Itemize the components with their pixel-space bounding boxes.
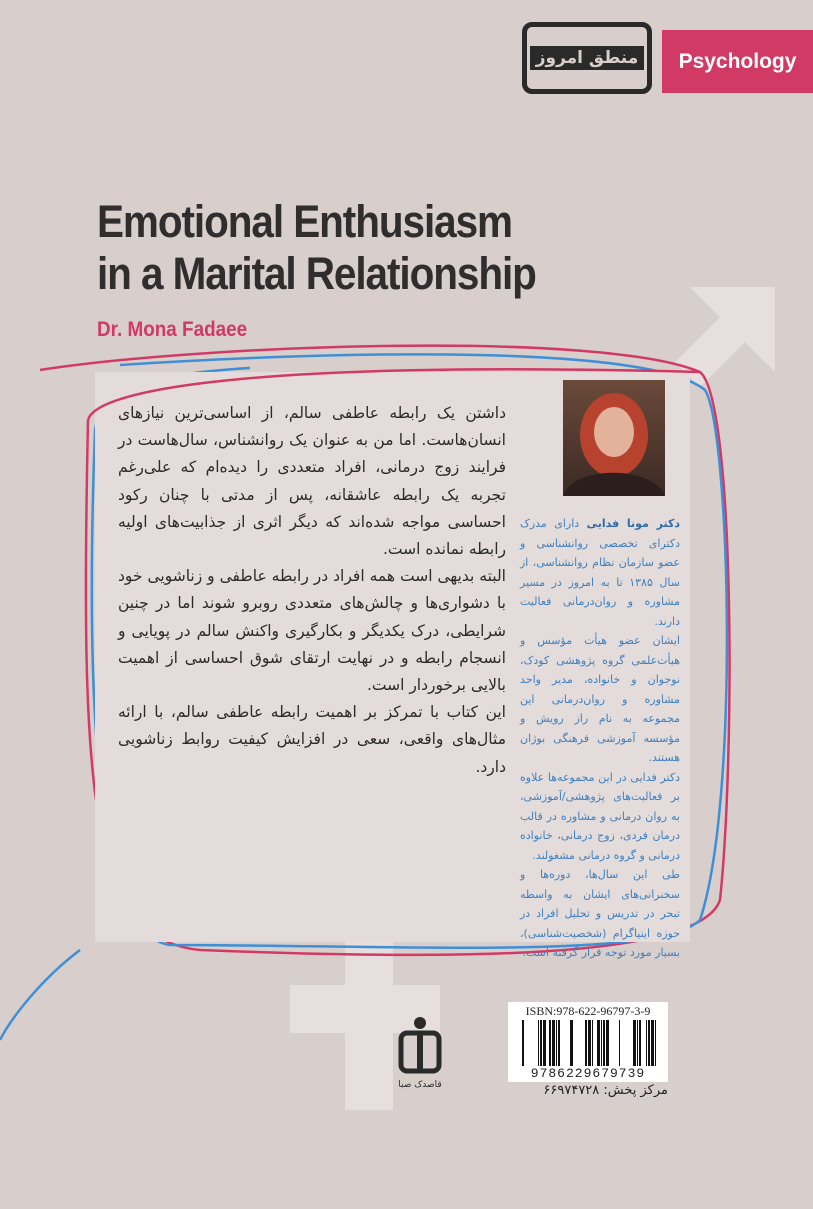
barcode-bar [592, 1020, 593, 1066]
description-paragraph: این کتاب با تمرکز بر اهمیت رابطه عاطفی سالم، با ارائه مثال‌های واقعی، سعی در افزایش کیفیت روابط زناشویی دارد. [118, 703, 506, 776]
barcode-bar [637, 1020, 638, 1066]
bio-paragraph: دارای مدرک دکترای تخصصی روانشناسی و عضو سازمان نظام روانشناسی، از سال ۱۳۸۵ تا به امروز در مسیر مشاوره و روان‌درمانی فعالیت دارند. [520, 517, 680, 628]
barcode-bar [633, 1020, 636, 1066]
barcode-bar [549, 1020, 551, 1066]
bio-paragraph: طی این سال‌ها، دوره‌ها و سخنرانی‌های ایشان به واسطه تبحر در تدریس و تحلیل افراد در حوزه اینیاگرام (شخصیت‌شناسی)، بسیار مورد توجه قرار گرفته است. [520, 868, 680, 959]
distribution-phone: مرکز پخش: ۶۶۹۷۴۷۲۸ [543, 1083, 668, 1098]
barcode [508, 1002, 668, 1082]
barcode-bar [655, 1020, 656, 1066]
category-tag: Psychology [662, 30, 813, 93]
barcode-bar [570, 1020, 573, 1066]
description-paragraph: البته بدیهی است همه افراد در رابطه عاطفی و زناشویی خود با دشواری‌ها و چالش‌های متعددی روبرو شوند اما در چنین شرایطی، درک یکدیگر و بکارگیری واکنش سالم در پویایی و انسجام رابطه و در نهایت ارتقای شوق احساسی از اهمیت بالایی برخوردار است. [118, 567, 506, 695]
publisher-name: قاصدک صبا [398, 1080, 442, 1090]
author-photo [563, 380, 665, 496]
barcode-bar [522, 1020, 524, 1066]
barcode-bar [538, 1020, 539, 1066]
author-name: Dr. Mona Fadaee [97, 318, 248, 341]
bio-paragraph: دکتر فدایی در این مجموعه‌ها علاوه بر فعالیت‌های پژوهشی/آموزشی، به روان درمانی و مشاوره در قالب درمان فردی، زوج درمانی، خانواده درمانی و گروه درمانی مشغولند. [520, 770, 680, 862]
title-line-1: Emotional Enthusiasm [97, 196, 512, 247]
barcode-bar [601, 1020, 602, 1066]
barcode-bar [556, 1020, 557, 1066]
barcode-bar [588, 1020, 591, 1066]
title-line-2: in a Marital Relationship [97, 248, 536, 299]
publisher-logo [395, 1015, 445, 1090]
barcode-bar [639, 1020, 641, 1066]
barcode-bar [603, 1020, 605, 1066]
barcode-bar [558, 1020, 560, 1066]
barcode-bar [585, 1020, 587, 1066]
barcode-bar [543, 1020, 546, 1066]
author-bio [520, 514, 680, 963]
description-paragraph: داشتن یک رابطه عاطفی سالم، از اساسی‌ترین نیازهای انسان‌هاست. اما من به عنوان یک روانشناس، سال‌هاست در فرایند زوج درمانی، افراد متعددی را دیده‌ام که علی‌رغم تجربه یک رابطه عاشقانه، پس از مدتی با چنان رکود احساسی مواجه شده‌اند که دیگر اثری از جذابیت‌های اولیه رابطه نمانده است. [118, 404, 506, 559]
ean-number: 9786229679739 [530, 1066, 646, 1081]
barcode-bar [606, 1020, 609, 1066]
barcode-bar [597, 1020, 600, 1066]
bio-paragraph: ایشان عضو هیأت مؤسس و هیأت‌علمی گروه پژوهشی کودک، نوجوان و خانواده، مدیر واحد مشاوره و روان‌درمانی این مجموعه به نام راز رویش و مؤسسه آموزشی فرهنگی بوژان هستند. [520, 634, 680, 764]
barcode-bar [648, 1020, 650, 1066]
brand-logo-text: منطق امروز [530, 46, 645, 70]
barcode-bar [646, 1020, 647, 1066]
barcode-bars [516, 1020, 660, 1066]
bio-name: دکتر مونا فدایی [586, 517, 681, 530]
barcode-bar [619, 1020, 620, 1066]
barcode-bar [540, 1020, 542, 1066]
barcode-bar [552, 1020, 555, 1066]
isbn-label: ISBN:978-622-96797-3-9 [525, 1004, 651, 1018]
book-description [118, 400, 506, 781]
barcode-bar [651, 1020, 654, 1066]
